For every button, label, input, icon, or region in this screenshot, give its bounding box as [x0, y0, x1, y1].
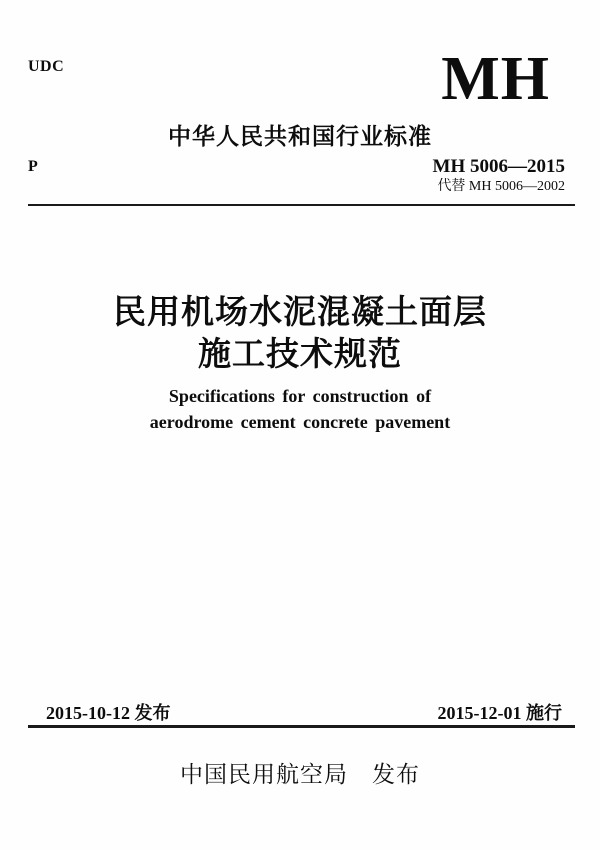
publisher-line: 中国民用航空局 发布	[180, 761, 420, 787]
title-chinese-line1: 民用机场水泥混凝土面层	[113, 293, 487, 330]
udc-label: UDC	[28, 58, 65, 75]
standard-number-block	[433, 155, 565, 196]
mh-standard-logo: MH	[441, 45, 550, 113]
title-chinese-line2: 施工技术规范	[198, 335, 402, 372]
implementation-date: 2015-12-01 施行	[437, 703, 562, 723]
title-english	[0, 383, 600, 435]
standard-number: MH 5006—2015	[432, 156, 565, 177]
bottom-rule	[28, 725, 575, 728]
title-english-line2: aerodrome cement concrete pavement	[149, 412, 451, 432]
title-chinese	[0, 291, 600, 375]
top-rule	[28, 204, 575, 206]
standard-type-heading: 中华人民共和国行业标准	[168, 123, 432, 149]
title-english-line1: Specifications for construction of	[168, 386, 432, 406]
replaces-note: 代替 MH 5006—2002	[437, 179, 565, 194]
classification-code: P	[28, 158, 38, 175]
issue-date: 2015-10-12 发布	[46, 703, 171, 723]
